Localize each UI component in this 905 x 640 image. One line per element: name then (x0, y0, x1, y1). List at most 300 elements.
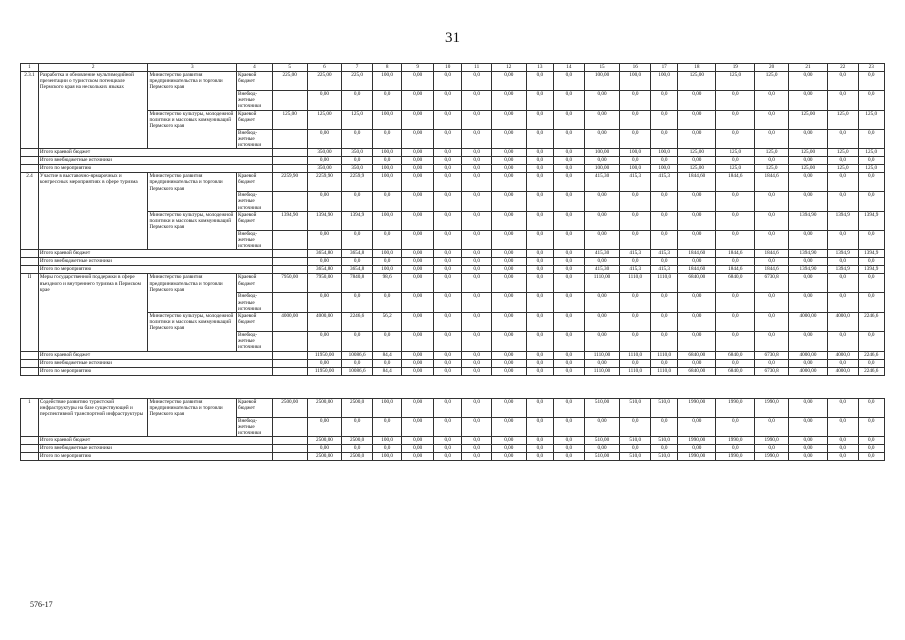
value-cell: 98,6 (372, 274, 402, 293)
value-cell: 1844,60 (678, 266, 716, 274)
value-cell: 0,0 (650, 157, 677, 165)
value-cell: 0,00 (788, 91, 827, 111)
value-cell: 84,4 (372, 367, 402, 375)
value-cell: 0,0 (433, 332, 461, 352)
value-cell: 0,00 (584, 293, 620, 313)
value-cell: 1110,0 (620, 367, 651, 375)
value-cell: 415,3 (620, 250, 651, 258)
value-cell: 0,0 (620, 359, 651, 367)
value-cell: 0,0 (433, 258, 461, 266)
value-cell: 0,0 (462, 91, 492, 111)
funding-source: Внебюд-жетные источники (236, 417, 272, 437)
value-cell: 0,0 (858, 173, 884, 192)
value-cell: 1990,0 (716, 453, 755, 461)
value-cell: 0,0 (372, 445, 402, 453)
value-cell: 0,00 (307, 192, 342, 212)
empty-cell (21, 367, 39, 375)
value-cell: 0,0 (554, 274, 585, 293)
value-cell: 0,0 (755, 417, 789, 437)
value-cell: 0,00 (402, 445, 434, 453)
executor-name: Министерство культуры, молодежной политики и массовых коммуникаций Пермского края (148, 110, 237, 149)
value-cell: 0,00 (584, 110, 620, 129)
executor-name: Министерство культуры, молодежной политики и массовых коммуникаций Пермского края (148, 313, 237, 352)
value-cell: 0,0 (372, 129, 402, 149)
value-cell: 0,0 (650, 445, 677, 453)
value-cell: 6840,0 (716, 351, 755, 359)
value-cell: 0,0 (462, 351, 492, 359)
table-row (21, 313, 885, 332)
value-cell: 0,0 (827, 417, 858, 437)
activity-number: II (21, 274, 39, 351)
value-cell: 1990,0 (755, 398, 789, 417)
value-cell: 0,00 (402, 359, 434, 367)
total-label: Итого по мероприятию (38, 266, 272, 274)
value-cell: 0,0 (462, 266, 492, 274)
value-cell: 0,00 (491, 258, 526, 266)
value-cell: 0,00 (491, 173, 526, 192)
value-cell: 0,0 (526, 332, 553, 352)
value-cell: 1110,0 (620, 351, 651, 359)
value-cell: 0,00 (678, 332, 716, 352)
value-cell: 100,0 (372, 453, 402, 461)
value-cell: 0,0 (554, 367, 585, 375)
value-cell: 0,0 (650, 417, 677, 437)
value-cell: 0,0 (526, 165, 553, 173)
value-cell: 0,00 (584, 445, 620, 453)
total-row (21, 453, 885, 461)
empty-cell (272, 359, 307, 367)
value-cell: 6840,00 (678, 351, 716, 359)
value-cell: 0,0 (462, 250, 492, 258)
value-cell: 0,0 (433, 250, 461, 258)
empty-cell (21, 437, 39, 445)
value-cell: 0,0 (342, 192, 373, 212)
value-cell: 0,0 (526, 359, 553, 367)
value-cell: 0,00 (788, 453, 827, 461)
column-header: 13 (526, 64, 553, 72)
value-cell: 0,00 (491, 313, 526, 332)
value-cell: 0,0 (372, 258, 402, 266)
value-cell: 1394,9 (858, 211, 884, 230)
value-cell: 0,0 (554, 173, 585, 192)
total-row (21, 266, 885, 274)
value-cell: 225,00 (272, 72, 307, 91)
value-cell: 0,0 (620, 157, 651, 165)
value-cell: 0,0 (716, 157, 755, 165)
value-cell: 0,0 (554, 417, 585, 437)
value-cell: 0,0 (526, 398, 553, 417)
value-cell: 0,0 (650, 359, 677, 367)
value-cell: 0,0 (716, 110, 755, 129)
column-header: 14 (554, 64, 585, 72)
value-cell: 0,00 (678, 313, 716, 332)
value-cell: 0,00 (584, 313, 620, 332)
value-cell: 0,0 (526, 445, 553, 453)
value-cell: 1990,0 (755, 453, 789, 461)
value-cell: 3654,80 (307, 250, 342, 258)
value-cell: 0,00 (402, 453, 434, 461)
value-cell: 0,0 (858, 258, 884, 266)
value-cell: 100,00 (584, 72, 620, 91)
funding-source: Внебюд-жетные источники (236, 332, 272, 352)
value-cell: 0,00 (491, 293, 526, 313)
value-cell: 1110,0 (650, 367, 677, 375)
value-cell: 0,0 (554, 398, 585, 417)
value-cell: 2246,6 (858, 351, 884, 359)
value-cell: 0,0 (716, 359, 755, 367)
value-cell: 0,0 (827, 192, 858, 212)
value-cell: 0,0 (462, 230, 492, 250)
empty-cell (21, 149, 39, 157)
value-cell: 0,0 (858, 91, 884, 111)
value-cell: 100,0 (372, 437, 402, 445)
value-cell: 0,00 (788, 157, 827, 165)
value-cell: 0,00 (788, 332, 827, 352)
value-cell: 0,0 (554, 313, 585, 332)
value-cell: 100,0 (372, 266, 402, 274)
column-header: 6 (307, 64, 342, 72)
total-row (21, 149, 885, 157)
value-cell: 0,00 (402, 129, 434, 149)
value-cell: 0,00 (402, 91, 434, 111)
empty-cell (272, 149, 307, 157)
value-cell: 1844,6 (716, 250, 755, 258)
value-cell: 125,0 (755, 72, 789, 91)
value-cell: 0,0 (716, 211, 755, 230)
value-cell: 415,3 (650, 173, 677, 192)
value-cell: 11950,00 (307, 351, 342, 359)
value-cell: 0,0 (650, 110, 677, 129)
value-cell: 0,00 (491, 192, 526, 212)
value-cell: 1110,0 (620, 274, 651, 293)
value-cell: 100,0 (372, 173, 402, 192)
value-cell: 1990,00 (678, 453, 716, 461)
value-cell: 0,0 (716, 293, 755, 313)
value-cell: 0,00 (584, 417, 620, 437)
page-number: 31 (445, 30, 460, 46)
value-cell: 7950,00 (307, 274, 342, 293)
empty-cell (21, 453, 39, 461)
value-cell: 510,00 (584, 398, 620, 417)
value-cell: 100,0 (372, 110, 402, 129)
column-header: 5 (272, 64, 307, 72)
value-cell: 0,0 (554, 351, 585, 359)
value-cell: 125,0 (716, 165, 755, 173)
value-cell: 0,0 (620, 129, 651, 149)
value-cell: 0,00 (402, 417, 434, 437)
activity-name: Разработка и обновление мультимедийной презентации о туристском потенциале Пермского края на нескольких языках (38, 72, 148, 149)
value-cell: 0,00 (491, 230, 526, 250)
column-header: 3 (148, 64, 237, 72)
value-cell: 415,30 (584, 266, 620, 274)
value-cell: 0,0 (433, 266, 461, 274)
value-cell: 0,0 (372, 332, 402, 352)
value-cell: 0,0 (554, 453, 585, 461)
column-header: 7 (342, 64, 373, 72)
value-cell: 0,0 (342, 157, 373, 165)
value-cell: 0,0 (554, 258, 585, 266)
value-cell: 0,0 (372, 359, 402, 367)
column-header: 18 (678, 64, 716, 72)
value-cell: 0,0 (755, 157, 789, 165)
column-header: 20 (755, 64, 789, 72)
value-cell: 0,0 (433, 398, 461, 417)
value-cell: 0,00 (402, 165, 434, 173)
value-cell: 0,00 (788, 173, 827, 192)
value-cell: 0,0 (716, 332, 755, 352)
total-label: Итого краевой бюджет (38, 149, 272, 157)
value-cell: 0,00 (491, 359, 526, 367)
value-cell: 0,0 (858, 230, 884, 250)
value-cell: 2246,6 (858, 313, 884, 332)
value-cell: 1990,00 (678, 398, 716, 417)
value-cell: 125,0 (827, 165, 858, 173)
value-cell: 6840,00 (678, 274, 716, 293)
total-row (21, 157, 885, 165)
empty-cell (272, 266, 307, 274)
value-cell: 0,0 (462, 149, 492, 157)
value-cell: 0,0 (554, 165, 585, 173)
value-cell: 0,00 (788, 258, 827, 266)
value-cell: 415,3 (650, 250, 677, 258)
value-cell: 510,0 (620, 437, 651, 445)
value-cell: 0,00 (678, 192, 716, 212)
executor-name: Министерство развития предпринимательства и торговли Пермского края (148, 72, 237, 111)
funding-source: Краевой бюджет (236, 398, 272, 417)
value-cell: 0,00 (402, 274, 434, 293)
value-cell: 6730,8 (755, 274, 789, 293)
table-body (21, 64, 885, 461)
value-cell: 0,0 (462, 332, 492, 352)
empty-cell (21, 250, 39, 258)
empty-cell (21, 258, 39, 266)
funding-source: Краевой бюджет (236, 110, 272, 129)
value-cell: 4000,0 (827, 313, 858, 332)
value-cell: 125,00 (678, 165, 716, 173)
funding-source: Внебюд-жетные источники (236, 192, 272, 212)
value-cell: 510,00 (584, 453, 620, 461)
value-cell: 0,0 (716, 129, 755, 149)
value-cell: 100,0 (372, 165, 402, 173)
value-cell: 0,00 (788, 274, 827, 293)
value-cell: 0,0 (462, 398, 492, 417)
value-cell: 0,0 (755, 258, 789, 266)
value-cell: 0,00 (402, 293, 434, 313)
column-header: 10 (433, 64, 461, 72)
value-cell: 0,0 (650, 129, 677, 149)
funding-source: Внебюд-жетные источники (236, 293, 272, 313)
total-label: Итого внебюджетные источники (38, 258, 272, 266)
value-cell: 4000,00 (788, 351, 827, 359)
total-row (21, 445, 885, 453)
value-cell: 0,0 (342, 359, 373, 367)
value-cell: 0,00 (491, 110, 526, 129)
value-cell: 6730,8 (755, 367, 789, 375)
value-cell: 0,0 (526, 110, 553, 129)
value-cell: 0,00 (402, 258, 434, 266)
value-cell: 0,0 (526, 266, 553, 274)
funding-source: Краевой бюджет (236, 173, 272, 192)
value-cell: 0,0 (462, 72, 492, 91)
value-cell: 0,0 (755, 211, 789, 230)
executor-name: Министерство культуры, молодежной политики и массовых коммуникаций Пермского края (148, 211, 237, 250)
value-cell: 0,00 (402, 192, 434, 212)
value-cell: 0,00 (678, 211, 716, 230)
empty-cell (272, 258, 307, 266)
value-cell: 6840,00 (678, 367, 716, 375)
funding-source: Краевой бюджет (236, 72, 272, 91)
value-cell: 350,0 (342, 165, 373, 173)
value-cell: 0,0 (526, 437, 553, 445)
value-cell: 510,0 (650, 437, 677, 445)
budget-table (20, 63, 885, 461)
column-header: 15 (584, 64, 620, 72)
value-cell: 0,0 (755, 332, 789, 352)
value-cell: 0,0 (554, 110, 585, 129)
value-cell: 0,0 (342, 445, 373, 453)
total-row (21, 165, 885, 173)
value-cell (272, 230, 307, 250)
funding-source: Краевой бюджет (236, 313, 272, 332)
value-cell: 0,00 (584, 211, 620, 230)
value-cell: 0,0 (433, 313, 461, 332)
value-cell: 4000,00 (307, 313, 342, 332)
value-cell: 0,0 (827, 230, 858, 250)
value-cell: 4000,0 (827, 351, 858, 359)
value-cell: 0,00 (788, 359, 827, 367)
value-cell: 1844,6 (755, 173, 789, 192)
value-cell (272, 91, 307, 111)
empty-cell (21, 359, 39, 367)
value-cell: 125,00 (788, 149, 827, 157)
value-cell: 0,0 (650, 332, 677, 352)
value-cell: 0,0 (462, 211, 492, 230)
value-cell: 0,0 (620, 417, 651, 437)
value-cell: 350,00 (307, 165, 342, 173)
value-cell: 10086,6 (342, 367, 373, 375)
value-cell: 0,00 (307, 129, 342, 149)
value-cell: 1110,0 (650, 274, 677, 293)
value-cell: 0,00 (402, 157, 434, 165)
empty-cell (272, 165, 307, 173)
value-cell: 0,00 (788, 293, 827, 313)
value-cell: 0,0 (755, 192, 789, 212)
value-cell: 0,0 (462, 359, 492, 367)
value-cell: 0,0 (858, 332, 884, 352)
value-cell: 0,0 (554, 230, 585, 250)
value-cell: 0,0 (858, 437, 884, 445)
value-cell: 125,00 (307, 110, 342, 129)
value-cell: 1394,9 (827, 266, 858, 274)
value-cell: 0,0 (554, 149, 585, 157)
value-cell: 0,00 (491, 453, 526, 461)
value-cell: 0,0 (827, 453, 858, 461)
value-cell: 100,0 (620, 72, 651, 91)
value-cell: 0,00 (402, 313, 434, 332)
value-cell: 0,0 (433, 110, 461, 129)
value-cell: 1394,90 (307, 211, 342, 230)
value-cell: 0,0 (433, 165, 461, 173)
value-cell: 84,4 (372, 351, 402, 359)
value-cell: 0,0 (620, 445, 651, 453)
table-row (21, 110, 885, 129)
value-cell: 0,0 (462, 129, 492, 149)
value-cell: 0,0 (554, 72, 585, 91)
value-cell: 0,0 (342, 417, 373, 437)
total-row (21, 367, 885, 375)
value-cell: 0,00 (402, 110, 434, 129)
empty-cell (21, 445, 39, 453)
value-cell: 1110,00 (584, 351, 620, 359)
activity-number: 2.3.1 (21, 72, 39, 149)
value-cell: 0,0 (716, 192, 755, 212)
funding-source: Краевой бюджет (236, 211, 272, 230)
value-cell: 1844,6 (755, 250, 789, 258)
value-cell: 1394,90 (788, 266, 827, 274)
value-cell: 1990,00 (678, 437, 716, 445)
value-cell (272, 192, 307, 212)
total-label: Итого по мероприятию (38, 165, 272, 173)
value-cell: 0,00 (491, 332, 526, 352)
total-label: Итого внебюджетные источники (38, 359, 272, 367)
value-cell: 4000,00 (272, 313, 307, 332)
value-cell: 0,00 (402, 211, 434, 230)
value-cell: 2259,9 (342, 173, 373, 192)
value-cell: 0,0 (858, 72, 884, 91)
value-cell: 0,0 (858, 417, 884, 437)
value-cell: 0,0 (433, 230, 461, 250)
value-cell: 0,0 (554, 91, 585, 111)
value-cell (272, 332, 307, 352)
value-cell: 125,0 (716, 149, 755, 157)
value-cell: 1394,9 (827, 250, 858, 258)
table-row (21, 72, 885, 91)
value-cell: 0,0 (858, 398, 884, 417)
value-cell: 2500,0 (342, 398, 373, 417)
value-cell: 0,0 (858, 274, 884, 293)
value-cell: 0,0 (858, 453, 884, 461)
value-cell: 510,0 (650, 398, 677, 417)
total-label: Итого внебюджетные источники (38, 157, 272, 165)
value-cell: 1394,90 (788, 211, 827, 230)
value-cell: 0,00 (491, 274, 526, 293)
value-cell: 0,0 (858, 359, 884, 367)
value-cell: 0,0 (755, 313, 789, 332)
empty-cell (272, 351, 307, 359)
value-cell: 0,00 (678, 359, 716, 367)
value-cell: 0,0 (342, 91, 373, 111)
value-cell: 0,00 (491, 91, 526, 111)
empty-cell (21, 165, 39, 173)
value-cell: 0,00 (402, 398, 434, 417)
value-cell: 0,00 (678, 445, 716, 453)
value-cell: 0,00 (491, 367, 526, 375)
value-cell: 0,0 (433, 157, 461, 165)
value-cell: 3654,8 (342, 250, 373, 258)
value-cell: 0,0 (827, 398, 858, 417)
value-cell: 100,0 (372, 149, 402, 157)
value-cell: 2246,6 (342, 313, 373, 332)
value-cell: 100,0 (620, 165, 651, 173)
value-cell: 2500,00 (307, 453, 342, 461)
value-cell: 0,0 (716, 417, 755, 437)
value-cell: 510,0 (620, 453, 651, 461)
value-cell: 1990,0 (716, 398, 755, 417)
total-row (21, 250, 885, 258)
value-cell: 0,0 (342, 230, 373, 250)
value-cell: 100,00 (584, 165, 620, 173)
value-cell: 0,0 (858, 129, 884, 149)
